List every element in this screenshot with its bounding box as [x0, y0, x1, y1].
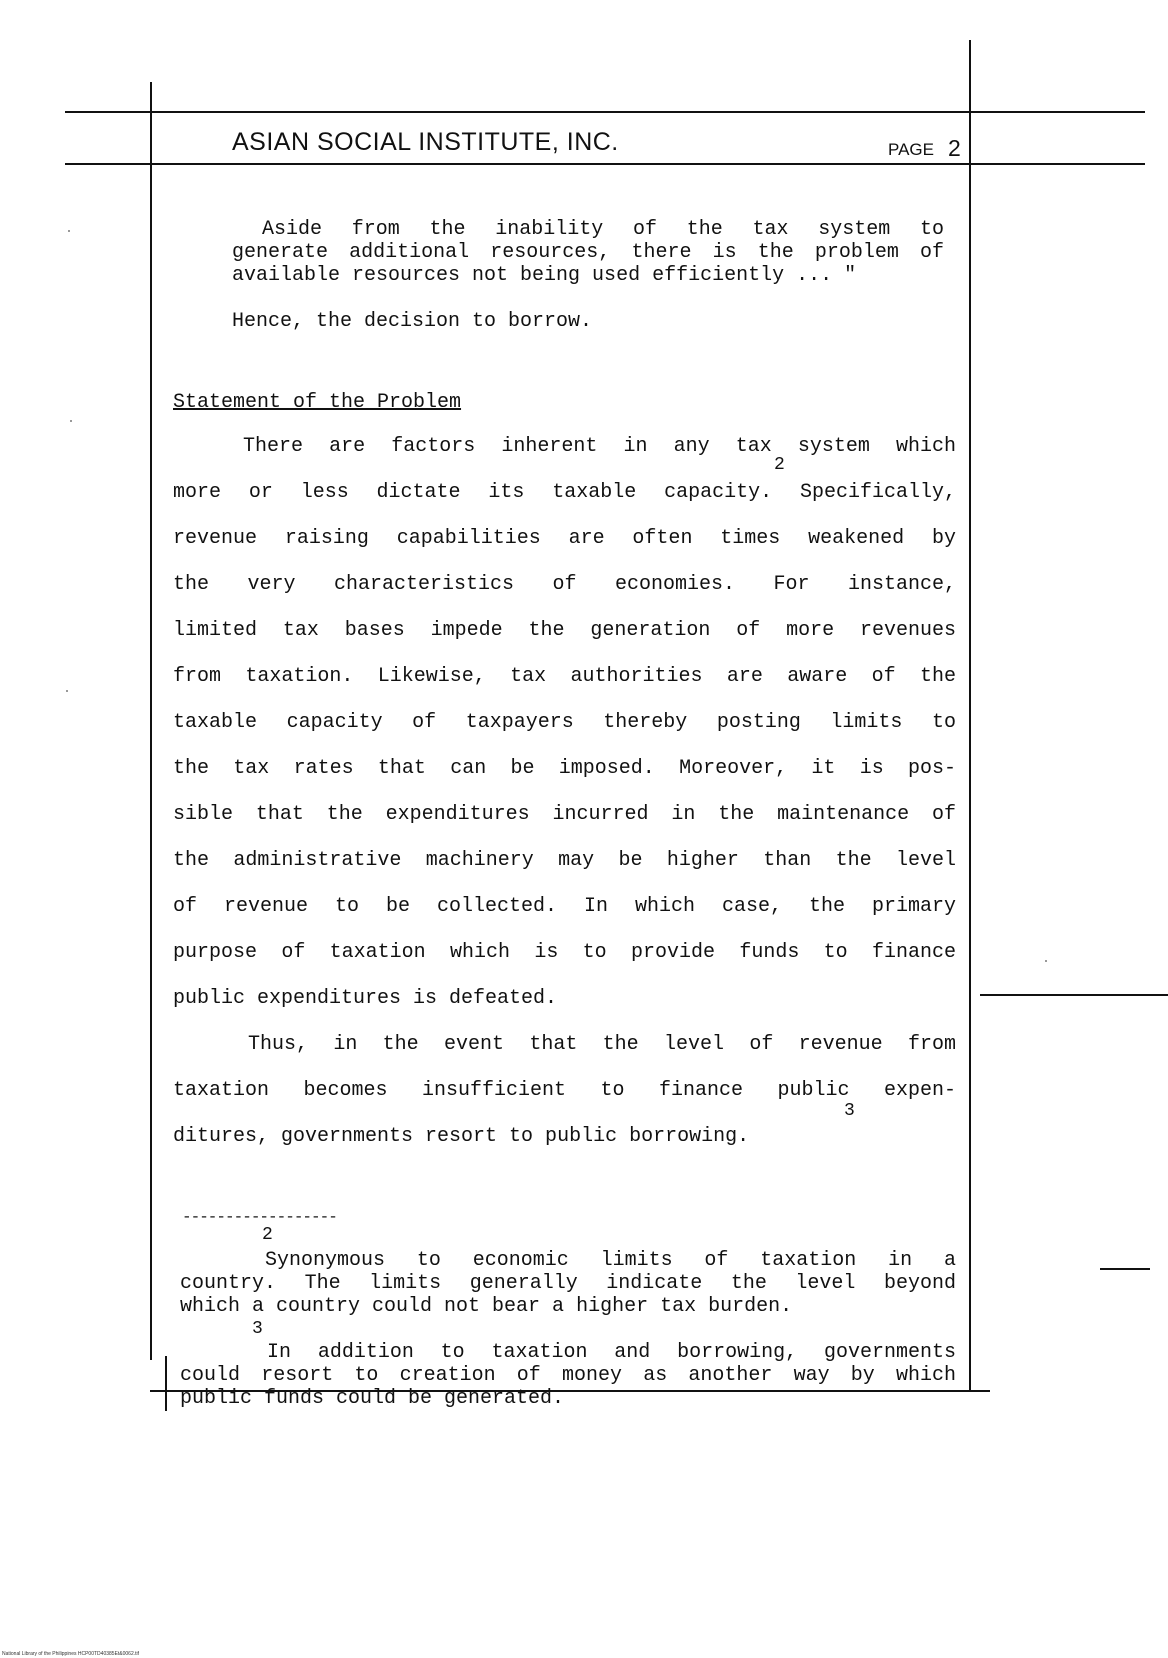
page-label: PAGE [888, 140, 934, 159]
paragraph1-line: from taxation. Likewise, tax authorities are aware of the [173, 665, 956, 688]
left-border-rule-lower [165, 1356, 167, 1411]
footnote-line: Synonymous to economic limits of taxation in a [265, 1249, 956, 1272]
quote-line: Aside from the inability of the tax system to [262, 218, 944, 241]
paragraph1-line: purpose of taxation which is to provide funds to finance [173, 941, 956, 964]
paragraph1-line: sible that the expenditures incurred in the maintenance of [173, 803, 956, 826]
paragraph1-line: limited tax bases impede the generation of more revenues [173, 619, 956, 642]
paragraph2-line: taxation becomes insufficient to finance public expen- [173, 1079, 956, 1102]
paragraph1-line: taxable capacity of taxpayers thereby posting limits to [173, 711, 956, 734]
footnote-number: 2 [262, 1225, 273, 1245]
paragraph1-line: the very characteristics of economies. For instance, [173, 573, 956, 596]
section-heading: Statement of the Problem [173, 391, 462, 414]
paragraph2-line: ditures, governments resort to public borrowing. [173, 1125, 750, 1148]
paragraph1-line: the tax rates that can be imposed. Moreover, it is pos- [173, 757, 956, 780]
paragraph1-line: There are factors inherent in any tax system which [243, 435, 956, 458]
scan-speck [1045, 960, 1047, 962]
right-margin-mark-2 [1100, 1268, 1150, 1270]
right-margin-mark [980, 994, 1168, 996]
quote-line: available resources not being used efficiently ... " [232, 264, 857, 287]
header-org-name: ASIAN SOCIAL INSTITUTE, INC. [232, 128, 619, 156]
footnote-ref-2: 2 [774, 455, 785, 475]
footnote-separator: ------------------ [182, 1208, 337, 1226]
paragraph1-line: the administrative machinery may be higher than the level [173, 849, 956, 872]
footnote-line: public funds could be generated. [180, 1387, 565, 1410]
paragraph1-line: public expenditures is defeated. [173, 987, 558, 1010]
page-number: 2 [947, 135, 961, 161]
left-border-rule [150, 82, 152, 1360]
header-page [888, 134, 961, 161]
paragraph1-line: of revenue to be collected. In which case, the primary [173, 895, 956, 918]
header-bottom-rule [65, 163, 1145, 165]
footnote-line: country. The limits generally indicate the level beyond [180, 1272, 956, 1295]
right-border-rule [969, 40, 971, 1390]
footnote-ref-3: 3 [844, 1101, 855, 1121]
footer-credit: National Library of the Philippines HCP00TD40385Et&0062.tif [2, 1651, 140, 1657]
conclusion-text: Hence, the decision to borrow. [232, 310, 593, 333]
footnote-line: In addition to taxation and borrowing, governments [267, 1341, 956, 1364]
footnote-line: which a country could not bear a higher tax burden. [180, 1295, 793, 1318]
paragraph2-line: Thus, in the event that the level of revenue from [248, 1033, 956, 1056]
quote-line: generate additional resources, there is the problem of [232, 241, 944, 264]
header-top-rule [65, 111, 1145, 113]
paragraph1-line: more or less dictate its taxable capacity. Specifically, [173, 481, 956, 504]
paragraph1-line: revenue raising capabilities are often times weakened by [173, 527, 956, 550]
scan-speck [68, 230, 70, 232]
scan-speck [70, 420, 72, 422]
footnote-number: 3 [252, 1319, 263, 1339]
footnote-line: could resort to creation of money as another way by which [180, 1364, 956, 1387]
scan-speck [66, 690, 68, 692]
